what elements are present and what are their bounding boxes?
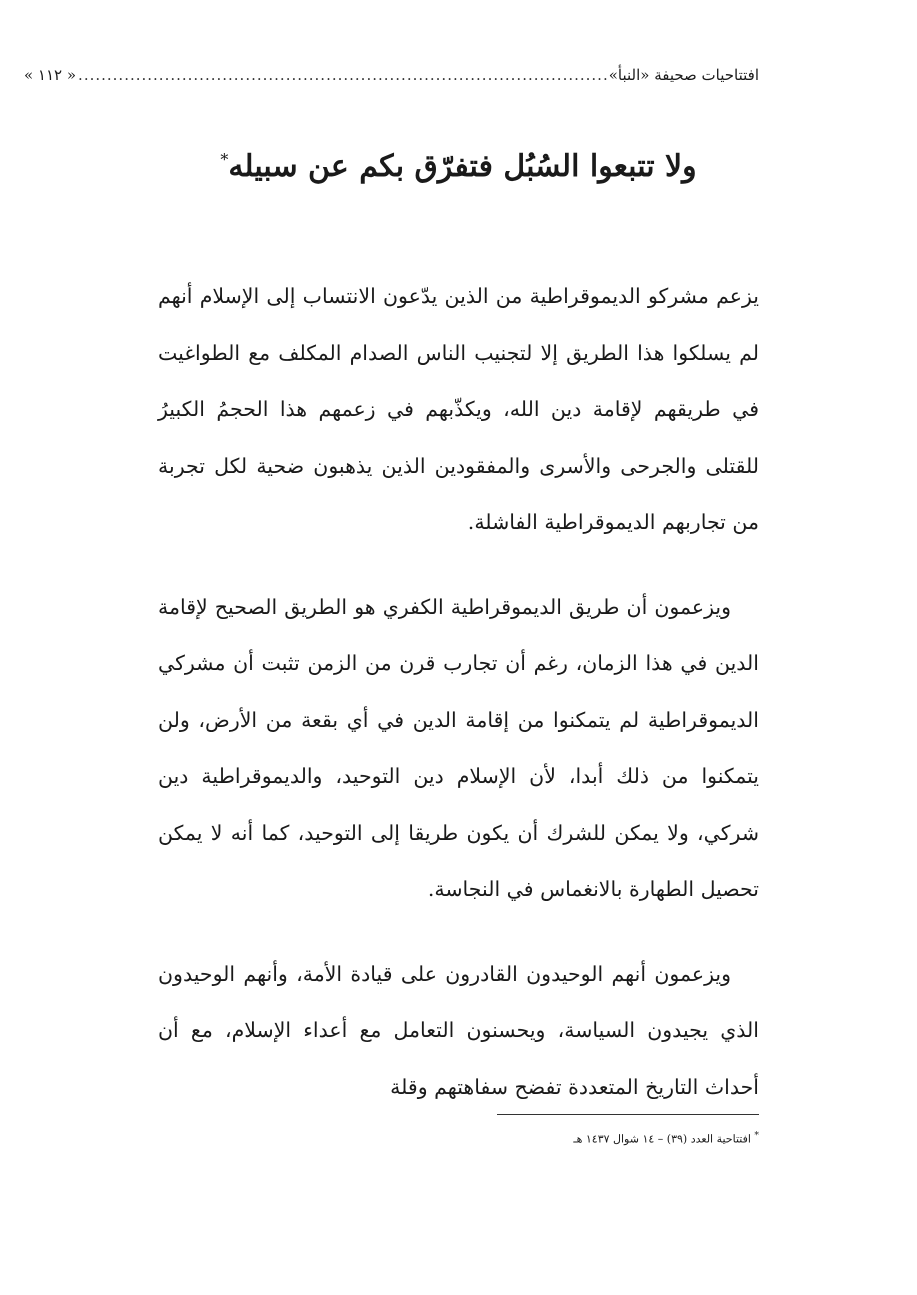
footnote-text: افتتاحية العدد (٣٩) – ١٤ شوال ١٤٣٧ هـ — [573, 1132, 751, 1146]
running-title: افتتاحيات صحيفة «النبأ» — [608, 66, 759, 84]
article-title-text: ولا تتبعوا السُبُل فتفرّق بكم عن سبيله — [228, 149, 697, 184]
footnote-marker: * — [754, 1130, 759, 1141]
leader-dots: ............................................................................................ — [78, 66, 609, 84]
page-number: « ١١٢ » — [23, 66, 77, 84]
footnote-divider — [497, 1114, 759, 1115]
title-footnote-marker: * — [220, 150, 229, 169]
footnote — [159, 1128, 759, 1148]
paragraph: ويزعمون أنهم الوحيدون القادرون على قيادة الأمة، وأنهم الوحيدون الذي يجيدون السياسة، ويحسنون التعامل مع أعداء الإسلام، مع أن أحداث التاريخ المتعددة تفضح سفاهتهم وقلة — [158, 961, 759, 1099]
paragraph: يزعم مشركو الديموقراطية من الذين يدّعون الانتساب إلى الإسلام أنهم لم يسلكوا هذا الطريق إلا لتجنيب الناس الصدام المكلف مع الطواغيت في طريقهم لإقامة دين الله، ويكذّبهم في زعمهم هذا الحجمُ الكبيرُ للقتلى والجرحى والأسرى والمفقودين الذين يذهبون ضحية لكل تجربة من تجاربهم الديموقراطية الفاشلة. — [158, 284, 759, 534]
article-title — [130, 138, 787, 189]
article-body — [158, 268, 759, 1115]
paragraph: ويزعمون أن طريق الديموقراطية الكفري هو الطريق الصحيح لإقامة الدين في هذا الزمان، رغم أن تجارب قرن من الزمن تثبت أن مشركي الديموقراطية لم يتمكنوا من إقامة الدين في أي بقعة من الأرض، ولن يتمكنوا من ذلك أبدا، لأن الإسلام دين التوحيد، والديموقراطية دين شركي، ولا يمكن للشرك أن يكون طريقا إلى التوحيد، كما أنه لا يمكن تحصيل الطهارة بالانغماس في النجاسة. — [158, 594, 759, 901]
running-header — [23, 66, 759, 92]
